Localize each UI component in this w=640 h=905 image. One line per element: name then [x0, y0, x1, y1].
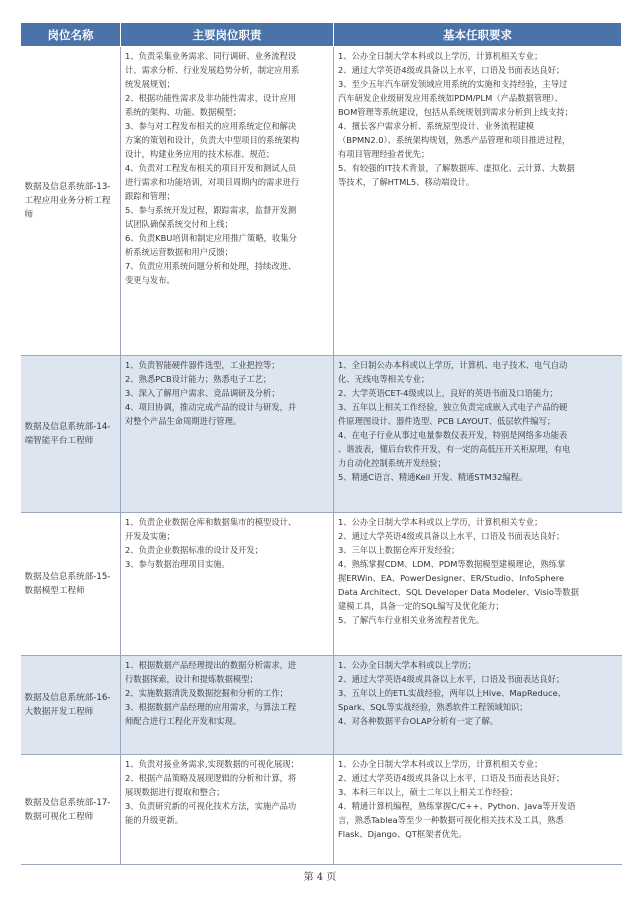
text-line: 试团队确保系统交付和上线；: [125, 219, 233, 229]
duties-cell: [121, 356, 334, 513]
text-line: 1、负责智能硬件器件选型，工业把控等；: [125, 360, 280, 370]
table-row: [21, 47, 622, 356]
page-number: 第 4 页: [303, 872, 337, 883]
text-line: 有项目管理经验者优先；: [338, 149, 430, 159]
text-line: 3、本科三年以上，硕士二年以上相关工作经验；: [338, 787, 518, 797]
text-line: 开发及实施；: [125, 531, 175, 541]
text-line: 方案的策划和设计，负责大中型项目的系统架构: [125, 135, 300, 145]
requirements-cell: [334, 656, 622, 755]
text-line: 进行需求和功能培训，对项目周期内的需求进行: [125, 177, 300, 187]
text-line: 能的升级更新。: [125, 815, 184, 825]
header-position-name: 岗位名称: [21, 23, 121, 47]
text-line: 3、根据数据产品经理的应用需求，与算法工程: [125, 702, 297, 712]
text-line: 5、有较强的IT技术背景，了解数据库、虚拟化、云计算、大数据: [338, 163, 575, 173]
text-line: 1、负责企业数据仓库和数据集市的模型设计、: [125, 517, 297, 527]
requirements-cell: [334, 47, 622, 356]
text-line: 3、三年以上数据仓库开发经验；: [338, 545, 460, 555]
text-line: 1、全日制公办本科或以上学历，计算机、电子技术、电气自动: [338, 360, 568, 370]
text-line: 6、负责KBU培训和制定应用推广策略，收集分: [125, 233, 297, 243]
text-line: 2、通过大学英语4级或具备以上水平，口语及书面表达良好；: [338, 773, 565, 783]
text-line: 3、负责研究新的可视化技术方法，实施产品功: [125, 801, 297, 811]
text-line: 化、无线电等相关专业；: [338, 374, 430, 384]
position-title: 数据及信息系统部-14-端智能平台工程师: [21, 356, 121, 513]
text-line: 3、参与数据治理项目实施。: [125, 559, 230, 569]
text-line: 析系统运营数据和用户反馈；: [125, 247, 233, 257]
text-line: 5、了解汽车行业相关业务流程者优先。: [338, 615, 485, 625]
text-line: 系统的架构、功能、数据模型；: [125, 107, 242, 117]
position-title: 数据及信息系统部-17-数据可视化工程师: [21, 755, 121, 865]
text-line: 1、负责采集业务需求、同行调研、业务流程设: [125, 51, 297, 61]
position-title: 数据及信息系统部-16-大数据开发工程师: [21, 656, 121, 755]
table-row: [21, 356, 622, 513]
text-line: 握ERWin、EA、PowerDesigner、ER/Studio、InfoSphere: [338, 573, 565, 583]
text-line: Spark、SQL等实战经验，熟悉软件工程领域知识；: [338, 702, 528, 712]
text-line: 4、在电子行业从事过电量参数仪表开发，特别是网络多功能表: [338, 430, 568, 440]
text-line: 2、通过大学英语4级或具备以上水平，口语及书面表达良好；: [338, 674, 565, 684]
duties-cell: [121, 513, 334, 656]
text-line: 2、实施数据清洗及数据挖掘和分析的工作；: [125, 688, 288, 698]
text-line: （BPMN2.0）、系统架构规划，熟悉产品管理和项目推进过程，: [338, 135, 571, 145]
header-main-duties: 主要岗位职责: [121, 23, 334, 47]
text-line: 7、负责应用系统问题分析和处理，持续改进、: [125, 261, 297, 271]
text-line: 4、项目协调，推动完成产品的设计与研发，并: [125, 402, 297, 412]
text-line: 2、负责企业数据标准的设计及开发；: [125, 545, 264, 555]
text-line: Flask、Django、QT框架者优先。: [338, 829, 467, 839]
text-line: 2、根据产品策略及展现逻辑的分析和计算，将: [125, 773, 297, 783]
text-line: 等技术，了解HTML5、移动端设计。: [338, 177, 475, 187]
text-line: Data Architect、SQL Developer Data Modeler、Visio等数据: [338, 587, 579, 597]
text-line: 1、公办全日制大学本科或以上学历，计算机相关专业；: [338, 51, 543, 61]
text-line: 1、公办全日制大学本科或以上学历；: [338, 660, 477, 670]
text-line: 对整个产品生命周期进行管理。: [125, 416, 242, 426]
duties-cell: [121, 656, 334, 755]
text-line: 3、至少五年汽车研发领域应用系统的实施和支持经验，主导过: [338, 79, 568, 89]
table-row: [21, 513, 622, 656]
text-line: 展现数据进行提取和整合；: [125, 787, 225, 797]
text-line: 2、通过大学英语4级或具备以上水平，口语及书面表达良好；: [338, 65, 565, 75]
text-line: 4、擅长客户需求分析、系统原型设计、业务流程建模: [338, 121, 535, 131]
requirements-cell: [334, 755, 622, 865]
text-line: 4、对各种数据平台OLAP分析有一定了解。: [338, 716, 499, 726]
text-line: 件原理图设计、器件选型、PCB LAYOUT、低层软件编写；: [338, 416, 556, 426]
table-header-row: [21, 23, 622, 47]
text-line: 跟踪和管理；: [125, 191, 175, 201]
text-line: 1、公办全日制大学本科或以上学历，计算机相关专业；: [338, 517, 543, 527]
text-line: 2、大学英语CET-4级或以上，良好的英语书面及口语能力；: [338, 388, 558, 398]
text-line: 力自动化控制系统开发经验；: [338, 458, 446, 468]
table-row: [21, 755, 622, 865]
text-line: 、谐波表，懂后台软件开发，有一定的高低压开关柜原理，有电: [338, 444, 571, 454]
text-line: 3、五年以上的ETL实战经验，两年以上Hive、MapReduce、: [338, 688, 567, 698]
text-line: 统发展规划；: [125, 79, 175, 89]
position-title: 数据及信息系统部-13-工程应用业务分析工程师: [21, 47, 121, 356]
text-line: 行数据探索，设计和提炼数据模型；: [125, 674, 258, 684]
text-line: 建模工具，具备一定的SQL编写及优化能力；: [338, 601, 504, 611]
text-line: 2、通过大学英语4级或具备以上水平，口语及书面表达良好；: [338, 531, 565, 541]
header-basic-requirements: 基本任职要求: [334, 23, 622, 47]
text-line: 言，熟悉Tablea等至少一种数据可视化相关技术及工具，熟悉: [338, 815, 564, 825]
duties-cell: [121, 47, 334, 356]
text-line: 计、需求分析、行业发展趋势分析，制定应用系: [125, 65, 300, 75]
text-line: 变更与发布。: [125, 275, 175, 285]
text-line: 1、负责对接业务需求,实现数据的可视化展现；: [125, 759, 299, 769]
text-line: 5、精通C语言、精通Keil 开发、精通STM32编程。: [338, 472, 528, 482]
job-requirements-table: [20, 22, 622, 865]
text-line: 2、根据功能性需求及非功能性需求，设计应用: [125, 93, 297, 103]
text-line: 4、精通计算机编程，熟练掌握C/C++、Python、Java等开发语: [338, 801, 576, 811]
text-line: 3、参与对工程发布相关的应用系统定位和解决: [125, 121, 297, 131]
text-line: 3、深入了解用户需求、竞品调研及分析；: [125, 388, 280, 398]
table-row: [21, 656, 622, 755]
text-line: 师配合进行工程化开发和实现。: [125, 716, 242, 726]
text-line: 设计，构建业务应用的技术标准、规范；: [125, 149, 275, 159]
duties-cell: [121, 755, 334, 865]
text-line: 1、根据数据产品经理提出的数据分析需求，进: [125, 660, 297, 670]
text-line: 汽车研发企业级研发应用系统如PDM/PLM（产品数据管理）、: [338, 93, 563, 103]
job-table-page: [20, 22, 621, 865]
text-line: 4、熟练掌握CDM、LDM、PDM等数据模型建模理论，熟练掌: [338, 559, 566, 569]
text-line: BOM管理等系统建设，包括从系统规划到需求分析到上线支持；: [338, 107, 573, 117]
requirements-cell: [334, 356, 622, 513]
requirements-cell: [334, 513, 622, 656]
text-line: 4、负责对工程发布相关的项目开发和测试人员: [125, 163, 297, 173]
position-title: 数据及信息系统部-15-数据模型工程师: [21, 513, 121, 656]
text-line: 1、公办全日制大学本科或以上学历，计算机相关专业；: [338, 759, 543, 769]
text-line: 5、参与系统开发过程，跟踪需求，监督开发测: [125, 205, 297, 215]
text-line: 2、熟悉PCB设计能力；熟悉电子工艺；: [125, 374, 272, 384]
text-line: 3、五年以上相关工作经验，独立负责完成嵌入式电子产品的硬: [338, 402, 568, 412]
